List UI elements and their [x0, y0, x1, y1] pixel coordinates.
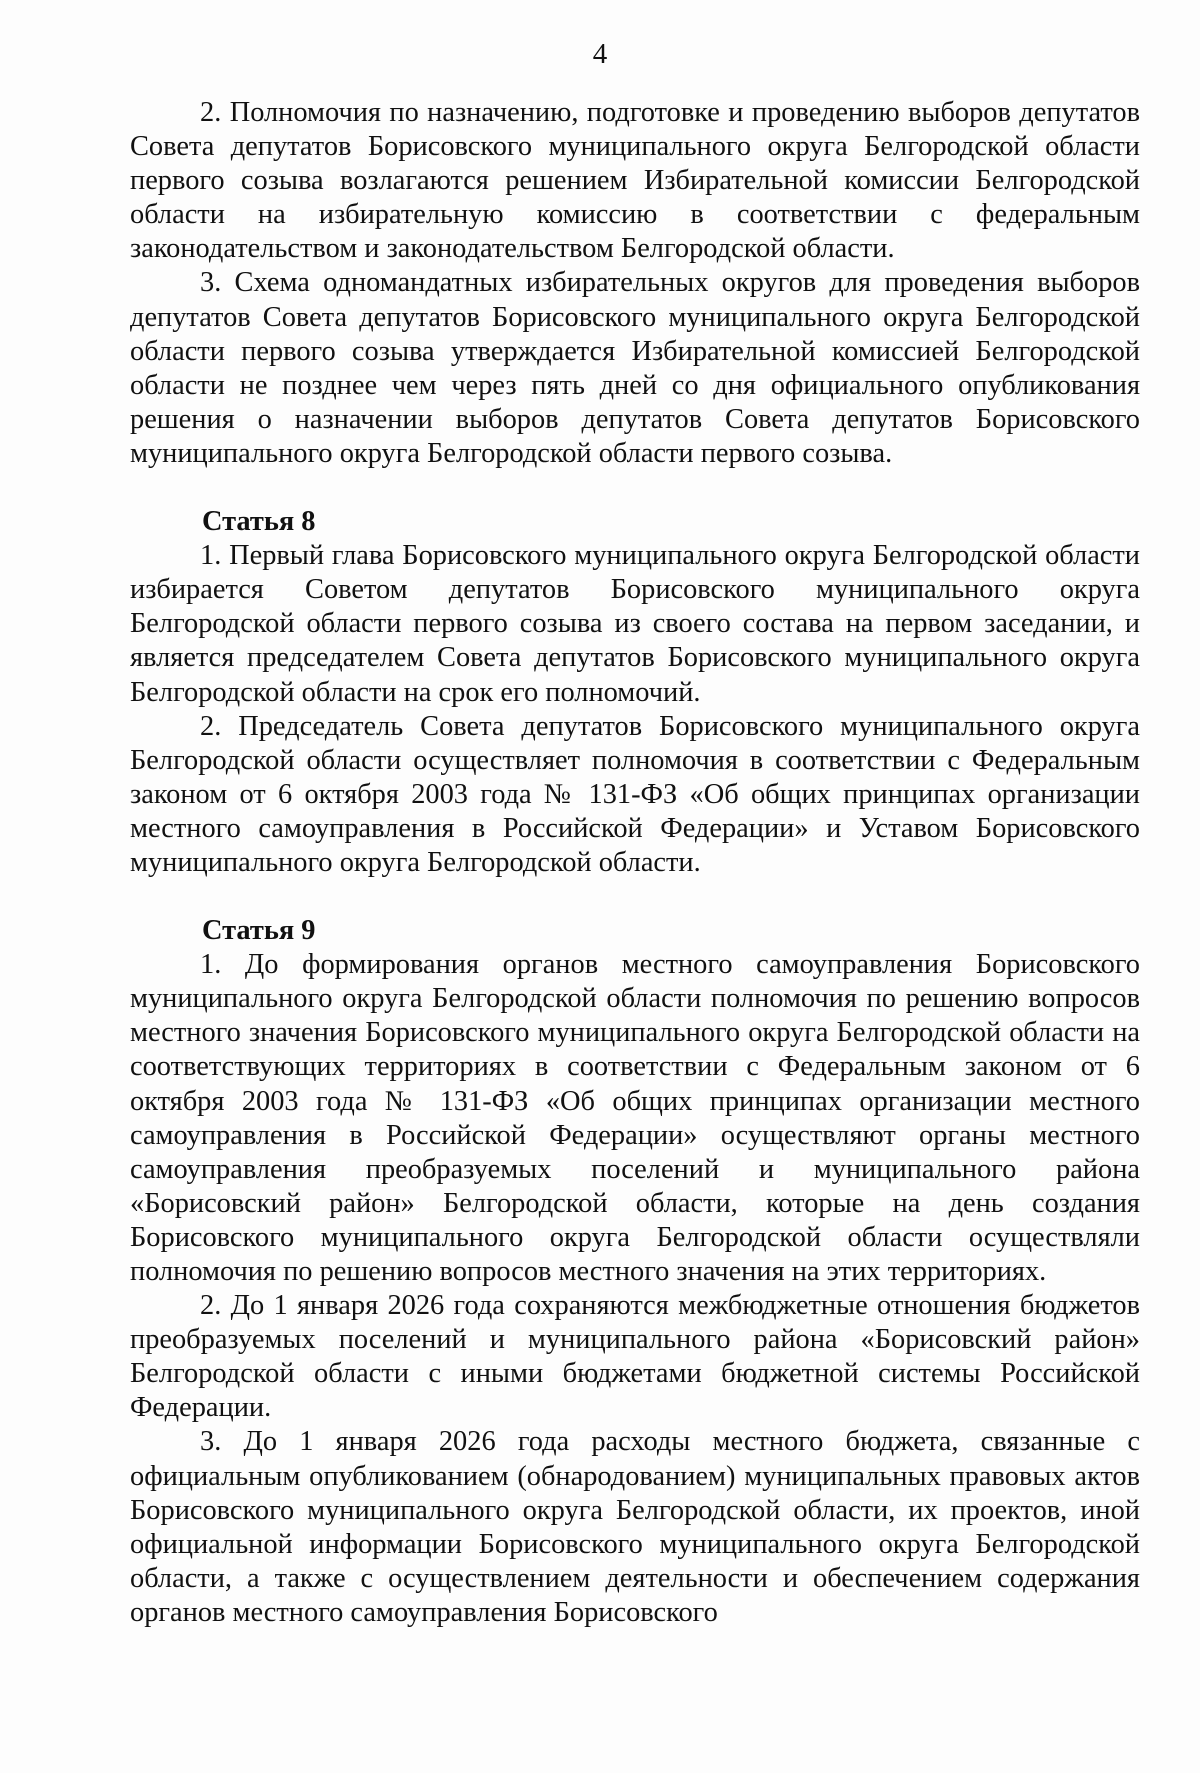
page-number: 4 [592, 38, 608, 70]
paragraph-art8-part2: 2. Председатель Совета депутатов Борисовского муниципального округа Белгородской области осуществляет полномочия в соответствии с Федеральным законом от 6 октября 2003 года № 131-ФЗ «Об общих принципах организации местного самоуправления в Российской Федерации» и Уставом Борисовского муниципального округа Белгородской области. [130, 710, 1140, 878]
paragraph-art9-part2: 2. До 1 января 2026 года сохраняются межбюджетные отношения бюджетов преобразуемых поселений и муниципального района «Борисовский район» Белгородской области с иными бюджетами бюджетной системы Российской Федерации. [130, 1290, 1140, 1424]
paragraph-art9-part3: 3. До 1 января 2026 года расходы местного бюджета, связанные с официальным опубликованием (обнародованием) муниципальных правовых актов Борисовского муниципального округа Белгородской области, их проектов, иной официальной информации Борисовского муниципального округа Белгородской области, а также с осуществлением деятельности и обеспечением содержания органов местного самоуправления Борисовского [130, 1426, 1140, 1628]
article-heading-8: Статья 8 [202, 506, 316, 538]
paragraph-art7-part3: 3. Схема одномандатных избирательных округов для проведения выборов депутатов Совета депутатов Борисовского муниципального округа Белгородской области первого созыва утверждается Избирательной комиссией Белгородской области не позднее чем через пять дней со дня официального опубликования решения о назначении выборов депутатов Совета депутатов Борисовского муниципального округа Белгородской области первого созыва. [130, 267, 1140, 469]
document-body [130, 96, 1140, 1630]
paragraph-art8-part1: 1. Первый глава Борисовского муниципального округа Белгородской области избирается Советом депутатов Борисовского муниципального округа Белгородской области первого созыва из своего состава на первом заседании, и является председателем Совета депутатов Борисовского муниципального округа Белгородской области на срок его полномочий. [130, 540, 1140, 708]
article-heading-9: Статья 9 [202, 915, 316, 947]
paragraph-art9-part1: 1. До формирования органов местного самоуправления Борисовского муниципального округа Белгородской области полномочия по решению вопросов местного значения Борисовского муниципального округа Белгородской области на соответствующих территориях в соответствии с Федеральным законом от 6 октября 2003 года № 131-ФЗ «Об общих принципах организации местного самоуправления в Российской Федерации» осуществляют органы местного самоуправления преобразуемых поселений и муниципального района «Борисовский район» Белгородской области, которые на день создания Борисовского муниципального округа Белгородской области осуществляли полномочия по решению вопросов местного значения на этих территориях. [130, 949, 1140, 1287]
paragraph-art7-part2: 2. Полномочия по назначению, подготовке и проведению выборов депутатов Совета депутатов Борисовского муниципального округа Белгородской области первого созыва возлагаются решением Избирательной комиссии Белгородской области на избирательную комиссию в соответствии с федеральным законодательством и законодательством Белгородской области. [130, 97, 1140, 265]
section-spacer [130, 471, 1140, 505]
section-spacer [130, 880, 1140, 914]
